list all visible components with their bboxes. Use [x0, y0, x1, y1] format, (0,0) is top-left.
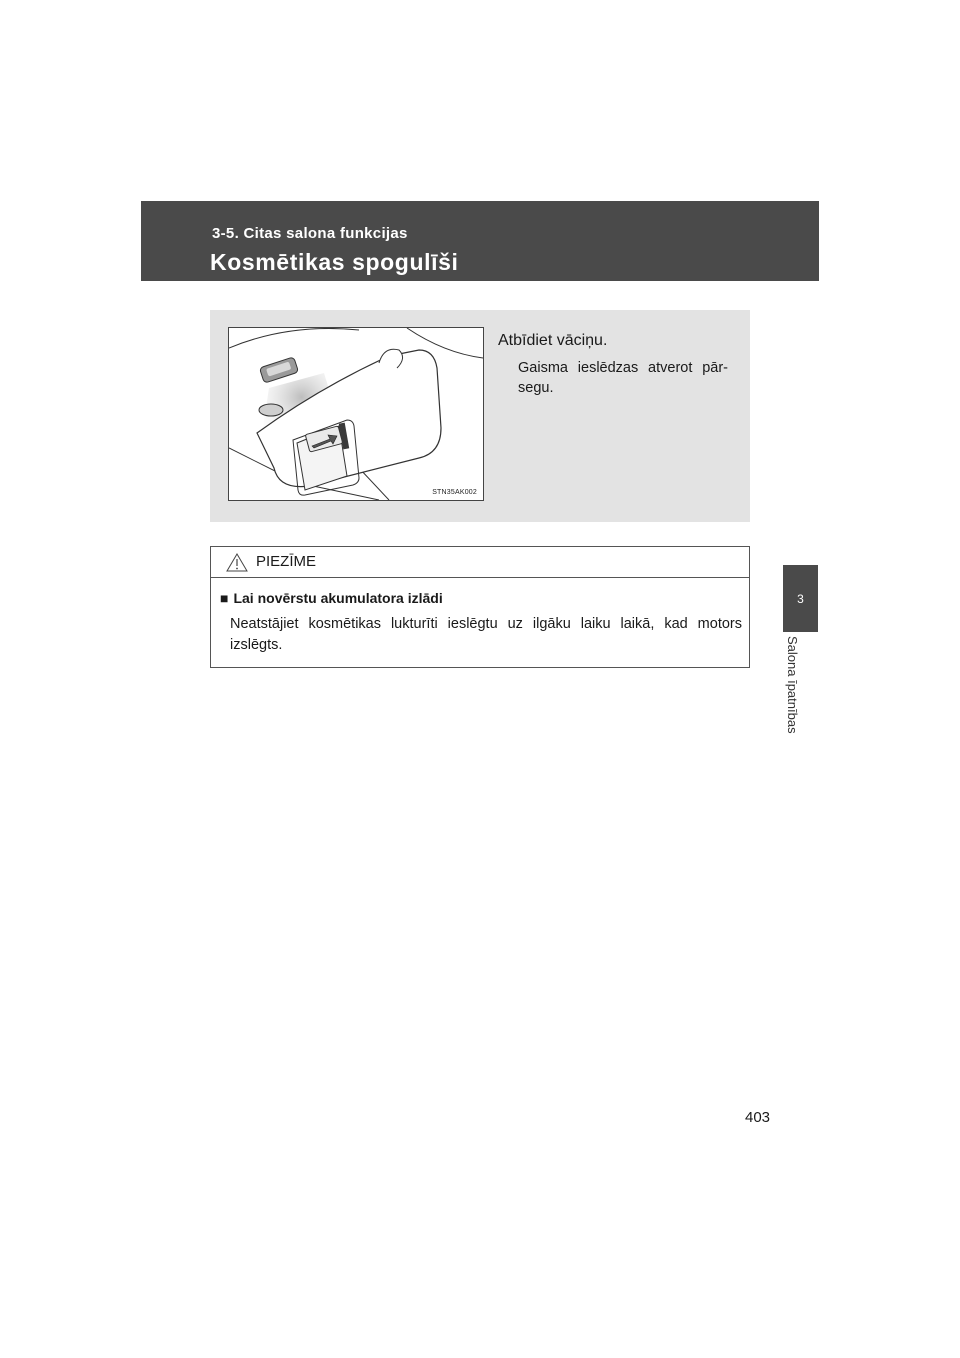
notice-box — [210, 546, 750, 668]
step-instruction: Atbīdiet vāciņu. — [498, 332, 608, 349]
notice-subtitle-text: Lai novērstu akumulatora izlādi — [233, 590, 443, 606]
page-header — [141, 201, 819, 281]
instruction-box — [210, 310, 750, 522]
illustration-code: STN35AK002 — [432, 489, 477, 496]
notice-body: Neatstājiet kosmētikas lukturīti ieslēgtu uz ilgāku laiku laikā, kad motors izslēgts. — [230, 616, 742, 653]
vanity-mirror-illustration — [228, 327, 484, 501]
chapter-number: 3 — [797, 591, 804, 606]
bullet-marker: ■ — [220, 590, 229, 606]
notice-heading: PIEZĪME — [256, 553, 317, 570]
sun-visor-drawing — [229, 328, 483, 500]
step-note: Gaisma ieslēdzas atverot pār-segu. — [518, 360, 728, 396]
chapter-tab — [783, 565, 818, 632]
warning-triangle-icon — [226, 553, 248, 572]
page-title: Kosmētikas spogulīši — [210, 249, 459, 275]
notice-header — [211, 547, 749, 578]
notice-subtitle — [220, 590, 443, 606]
page-number: 403 — [745, 1109, 771, 1126]
chapter-label: Salona īpatnības — [785, 636, 800, 734]
section-label: 3-5. Citas salona funkcijas — [212, 225, 408, 242]
